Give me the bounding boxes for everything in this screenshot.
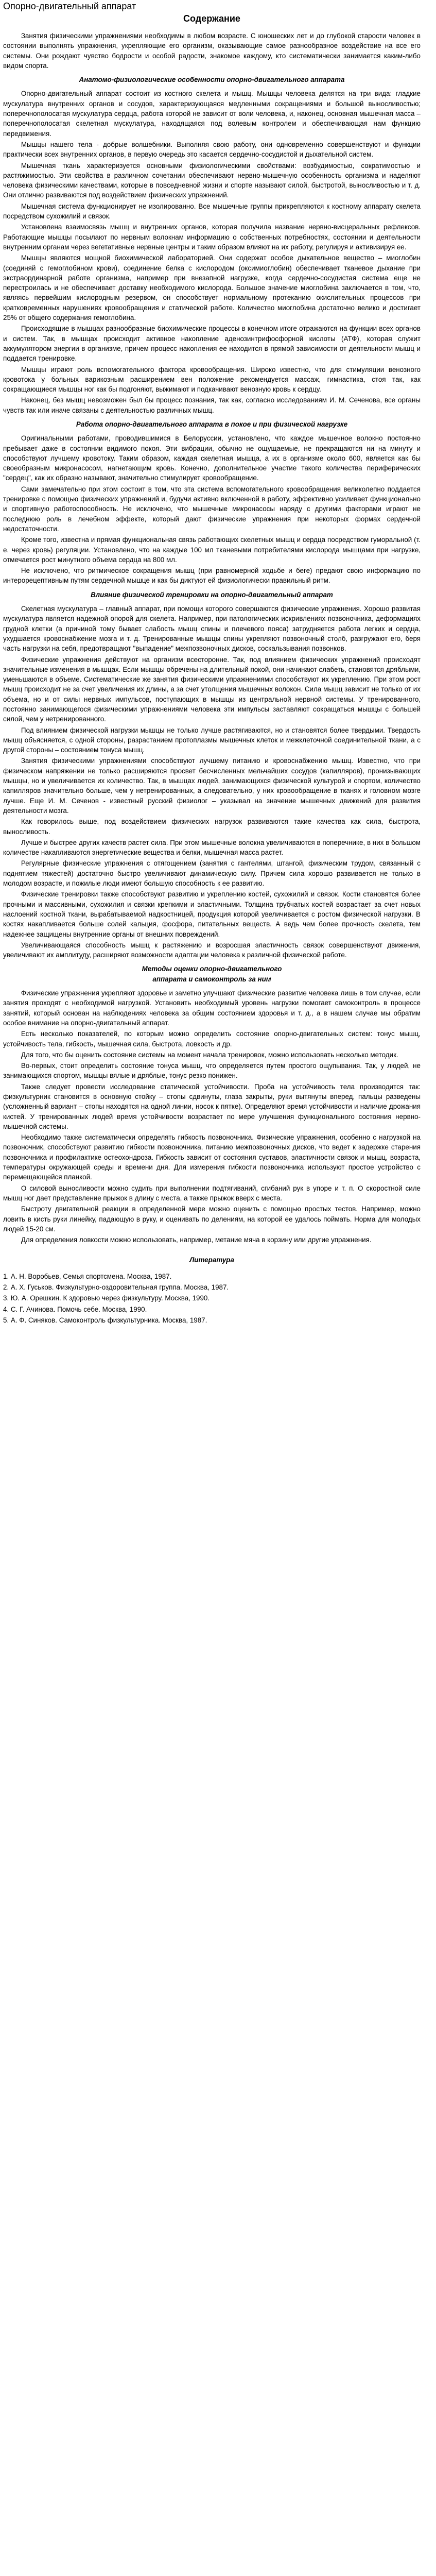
- reference-item: 5. А. Ф. Синяков. Самоконтроль физкультурника. Москва, 1987.: [3, 1316, 207, 1324]
- section-heading-rest-and-load: Работа опорно-двигательного аппарата в покое и при физической нагрузке: [76, 420, 348, 428]
- section-paragraph: Оригинальными работами, проводившимися в Белоруссии, установлено, что каждое мышечное волокно постоянно пребывает даже в состоянии видимого покоя. Эти вибрации, обычно не ощущаемые, не прекращаются ни на минуту и способствуют лучшему кровотоку. Таким образом, каждая скелетная мышца, а их в организме около 600, является как бы своеобразным микронасосом, нагнетающим кровь. Конечно, дополнительное участие такого количества периферических "сердец", как их образно называют, значительно стимулирует кровообращение.: [3, 434, 421, 482]
- reference-item: 1. А. Н. Воробьев, Семья спортсмена. Москва, 1987.: [3, 1272, 172, 1280]
- section-paragraph: Физические упражнения укрепляют здоровье и заметно улучшают физические развитие человека лишь в том случае, если занятия проходят с необходимой нагрузкой. Установить необходимый уровень нагрузки помогает самоконтроль в процессе занятий, который основан на наблюдениях человека за общим состоянием здоровья и т. д., а в нашем случае мы обратим особое внимание на опорно-двигательный аппарат.: [3, 989, 421, 1027]
- section-paragraph: Регулярные физические упражнения с отягощением (занятия с гантелями, штангой, физическим трудом, связанный с поднятием тяжестей) достаточно быстро увеличивают динамическую силу. Причем сила хорошо развивается не только в молодом возрасте, и пожилые люди имеют большую способность к ее развитию.: [3, 859, 421, 888]
- section-heading-anatomy: Анатомо-физиологические особенности опорно-двигательного аппарата: [79, 76, 345, 84]
- section-heading-training-influence: Влияние физической тренировки на опорно-двигательный аппарат: [91, 590, 333, 599]
- section-paragraph: Происходящие в мышцах разнообразные биохимические процессы в конечном итоге отражаются на функции всех органов и систем. Так, в мышцах происходит активное накопление аденозинтрифосфорной кислоты (АТФ), которая служит аккумулятором энергии в организме, причем процесс накопления ее находится в прямой зависимости от деятельности мышц и поддается тренировке.: [3, 325, 421, 363]
- section-paragraph: Опорно-двигательный аппарат состоит из костного скелета и мышц. Мышцы человека делятся на три вида: гладкие мускулатура внутренних органов и сосудов, характеризующаяся медленными сокращениями и большой выносливостью; поперечнополосатая мускулатура сердца, работа которой не зависит от воли человека, и, наконец, основная мышечная масса – поперечнополосатая скелетная мускулатура, находящаяся под волевым контролем и обеспечивающая нам функцию передвижения.: [3, 90, 421, 138]
- section-paragraph: Мышцы нашего тела - добрые волшебники. Выполняя свою работу, они одновременно совершенствуют и функции практически всех внутренних органов, в первую очередь это касается сердечно-сосудистой и дыхательной систем.: [3, 140, 421, 159]
- references-list: [3, 1272, 421, 1325]
- section-paragraph: Под влиянием физической нагрузки мышцы не только лучше растягиваются, но и становятся более твердыми. Твердость мышц объясняется, с одной стороны, разрастанием протоплазмы мышечных клеток и межклеточной соединительной ткани, а с другой стороны – состоянием тонуса мышц.: [3, 726, 421, 754]
- section-paragraph: Как говорилось выше, под воздействием физических нагрузок развиваются такие качества как сила, быстрота, выносливость.: [3, 818, 421, 836]
- methods-title-line-2: аппарата и самоконтроль за ним: [152, 975, 271, 983]
- references-heading: Литература: [189, 1256, 234, 1264]
- section-paragraph: Увеличивающаяся способность мышц к растяжению и возросшая эластичность связок совершенствуют движения, увеличивают их амплитуду, расширяют возможности адаптации человека к различной физической работе.: [3, 941, 421, 959]
- section-paragraph: Быстроту двигательной реакции в определенной мере можно оценить с помощью простых тестов. Например, можно ловить в кисть руки линейку, падающую в руку, и оценивать по делениям, на которой ее удалось поймать. Норма для молодых людей 15-20 см.: [3, 1205, 421, 1233]
- reference-item: 3. Ю. А. Орешкин. К здоровью через физкультуру. Москва, 1990.: [3, 1294, 210, 1302]
- section-paragraph: Есть несколько показателей, по которым можно определить состояние опорно-двигательных систем: тонус мышц, устойчивость тела, гибкость, мышечная сила, быстрота, ловкость и др.: [3, 1030, 421, 1048]
- section-paragraph: Мышечная система функционирует не изолированно. Все мышечные группы прикрепляются к костному аппарату скелета посредством сухожилий и связок.: [3, 202, 421, 221]
- section-paragraph: Мышцы играют роль вспомогательного фактора кровообращения. Широко известно, что для стимуляции венозного кровотока у больных варикозным расширением вен положение рекомендуется массаж, гимнастика, стоя так, как сокращающиеся мышцы ног как бы подгоняют, выжимают и подкачивают венозную кровь к сердцу.: [3, 365, 421, 394]
- section-heading-methods: [3, 964, 421, 984]
- reference-item: 4. С. Г. Ачинова. Помочь себе. Москва, 1990.: [3, 1305, 147, 1313]
- reference-item: 2. А. Х. Гуськов. Физкультурно-оздоровительная группа. Москва, 1987.: [3, 1283, 229, 1292]
- section-paragraph: Физические тренировки также способствуют развитию и укреплению костей, сухожилий и связок. Кости становятся более прочными и массивными, сухожилия и связки крепкими и эластичными. Толщина трубчатых костей возрастает за счет новых наслоений костной ткани, вырабатываемой надкостницей, продукция которой увеличивается с ростом физической нагрузки. В костях накапливается больше солей кальция, фосфора, питательных веществ. А ведь чем более прочность скелета, тем надежнее защищены внутренние органы от внешних повреждений.: [3, 890, 421, 938]
- section-paragraph: Занятия физическими упражнениями способствуют лучшему питанию и кровоснабжению мышц. Известно, что при физическом напряжении не только расширяются просвет бесчисленных мельчайших сосудов (капилляров), пронизывающих мышцы, но и увеличивается их количество. Так, в мышцах людей, занимающихся физической культурой и спортом, количество капилляров значительно больше, чем у нетренированных, а следовательно, у них кровообращение в тканях и головном мозге лучше. Еще И. М. Сеченов - известный русский физиолог – указывал на значение мышечных движений для развития деятельности мозга.: [3, 757, 421, 815]
- section-paragraph: Во-первых, стоит определить состояние тонуса мышц, что определяется путем простого ощупывания. Так, у людей, не занимающихся спортом, мышцы вялые и дряблые, тонус резко понижен.: [3, 1062, 421, 1080]
- document-title: Содержание: [183, 13, 240, 24]
- section-paragraph: Сами замечательно при этом состоит в том, что эта система вспомогательного кровообращения великолепно поддается тренировке с помощью физических упражнений и, будучи активно включенной в работу, эффективно усиливает функционально и спортивную работоспособность. Не исключено, что мышечные микронасосы наряду с другими факторами играют не последнюю роль в лечебном эффекте, который дают физические упражнения при некоторых формах сердечной недостаточности.: [3, 485, 421, 533]
- section-paragraph: Для того, что бы оценить состояние системы на момент начала тренировок, можно использовать несколько методик.: [21, 1050, 398, 1059]
- intro-paragraph: Занятия физическими упражнениями необходимы в любом возрасте. С юношеских лет и до глубокой старости человек в состоянии выполнять упражнения, укрепляющие его организм, оказывающие самое разнообразное воздействие на все его системы. Они рождают чувство бодрости и особой радости, знакомое каждому, кто систематически занимается каким-либо видом спорта.: [3, 32, 421, 70]
- section-paragraph: Физические упражнения действуют на организм всесторонне. Так, под влиянием физических упражнений происходят значительные изменения в мышцах. Если мышцы обречены на длительный покой, они начинают слабеть, становятся дряблыми, уменьшаются в объеме. Систематические же занятия физическими упражнениями способствуют их укреплению. При этом рост мышц происходит не за счет увеличения их длины, а за счет утолщения мышечных волокон. Сила мышц зависит не только от их объема, но и от силы нервных импульсов, поступающих в мышцы из центральной нервной системы. У тренированного, постоянно занимающегося физическими упражнениями человека эти импульсы заставляют сокращаться мышцы с большей силой, чем у нетренированного.: [3, 655, 421, 723]
- methods-title-line-1: Методы оценки опорно-двигательного: [142, 965, 282, 973]
- section-paragraph: О силовой выносливости можно судить при выполнении подтягиваний, сгибаний рук в упоре и т. п. О скоростной силе мышц ног дает представление прыжок в длину с места, а также прыжок вверх с места.: [3, 1184, 421, 1202]
- section-paragraph: Не исключено, что ритмическое сокращения мышц (при равномерной ходьбе и беге) предают свою информацию по интерорецептивным путям сердечной мышце и как бы диктуют ей физиологически правильный ритм.: [3, 567, 421, 585]
- section-paragraph: Наконец, без мышц невозможен был бы процесс познания, так как, согласно исследованиям И. М. Сеченова, все органы чувств так или иначе связаны с деятельностью различных мышц.: [3, 396, 421, 414]
- section-paragraph: Необходимо также систематически определять гибкость позвоночника. Физические упражнения, особенно с нагрузкой на позвоночник, способствуют развитию гибкости позвоночника, питанию межпозвоночных дисков, что ведет к задержке старения позвоночника и профилактике остеохондроза. Гибкость зависит от состояния суставов, эластичности связок и мышц, возраста, температуры окружающей среды и времени дня. Для измерения гибкости позвоночника используют простое устройство с перемещающейся планкой.: [3, 1133, 421, 1181]
- section-paragraph: Мышечная ткань характеризуется основными физиологическими свойствами: возбудимостью, сократимостью и растяжимостью. Эти свойства в различном сочетании обеспечивают нервно-мышечную особенность организма и наделяют человека физическими качествами, которые в повседневной жизни и спорте называют силой, быстротой, выносливостью и т. д. Они отлично развиваются под воздействием физических упражнений.: [3, 161, 421, 199]
- section-paragraph: Установлена взаимосвязь мышц и внутренних органов, которая получила название нервно-висцеральных рефлексов. Работающие мышцы посылают по нервным волокнам информацию о собственных потребностях, состоянии и деятельности внутренним органам через вегетативные нервные центры и таким образом влияют на их работу, регулируя и активизируя ее.: [3, 223, 421, 251]
- section-paragraph: Лучше и быстрее других качеств растет сила. При этом мышечные волокна увеличиваются в поперечнике, в них в большом количестве накапливаются энергетические вещества и белки, мышечная масса растет.: [3, 838, 421, 857]
- section-paragraph: Кроме того, известна и прямая функциональная связь работающих скелетных мышц и сердца посредством гуморальной (т. е. через кровь) регуляции. Установлено, что на каждые 100 мл тканевыми потребителями кислорода мышцами при нагрузке, отмечается рост минутного объема сердца на 800 мл.: [3, 536, 421, 564]
- section-paragraph: Для определения ловкости можно использовать, например, метание мяча в корзину или другие упражнения.: [21, 1236, 372, 1244]
- section-paragraph: Скелетная мускулатура – главный аппарат, при помощи которого совершаются физические упражнения. Хорошо развитая мускулатура является надежной опорой для скелета. Например, при патологических искривлениях позвоночника, деформациях грудной клетки (а причиной тому бывает слабость мышц спины и плечевого пояса) затрудняется работа легких и сердца, ухудшается кровоснабжение мозга и т. д. Тренированные мышцы спины укрепляют позвоночный столб, разгружают его, беря часть нагрузки на себя, предотвращают "выпадение" межпозвоночных дисков, соскальзывания позвонков.: [3, 605, 421, 653]
- section-paragraph: Также следует провести исследование статической устойчивости. Проба на устойчивость тела производится так: физкультурник становится в основную стойку – стопы сдвинуты, глаза закрыты, руки вытянуты вперед, пальцы разведены (усложненный вариант – стопы находятся на одной линии, носок к пятке). Определяют время устойчивости и наличие дрожания кистей. У тренированных людей время устойчивости возрастает по мере улучшения функционального состояния нервно-мышечной системы.: [3, 1082, 421, 1130]
- section-paragraph: Мышцы являются мощной биохимической лабораторией. Они содержат особое дыхательное вещество – миоглобин (соединяй с гемоглобином крови), соединение белка с кислородом (оксимиоглобин) обеспечивает тканевое дыхание при экстраординарной работе организма, например при внезапной нагрузке, когда сердечно-сосудистая система еще не перестроилась и не обеспечивает доставку необходимого кислорода. Большое значение миоглобина заключается в том, что, являясь первейшим кислородным резервом, он способствует нормальному протеканию окислительных процессов при кратковременных нарушениях кровообращения и статической работе. Количество миоглобина достаточно велико и достигает 25% от общего содержания гемоглобина.: [3, 254, 421, 322]
- document-header: Опорно-двигательный аппарат: [3, 1, 136, 11]
